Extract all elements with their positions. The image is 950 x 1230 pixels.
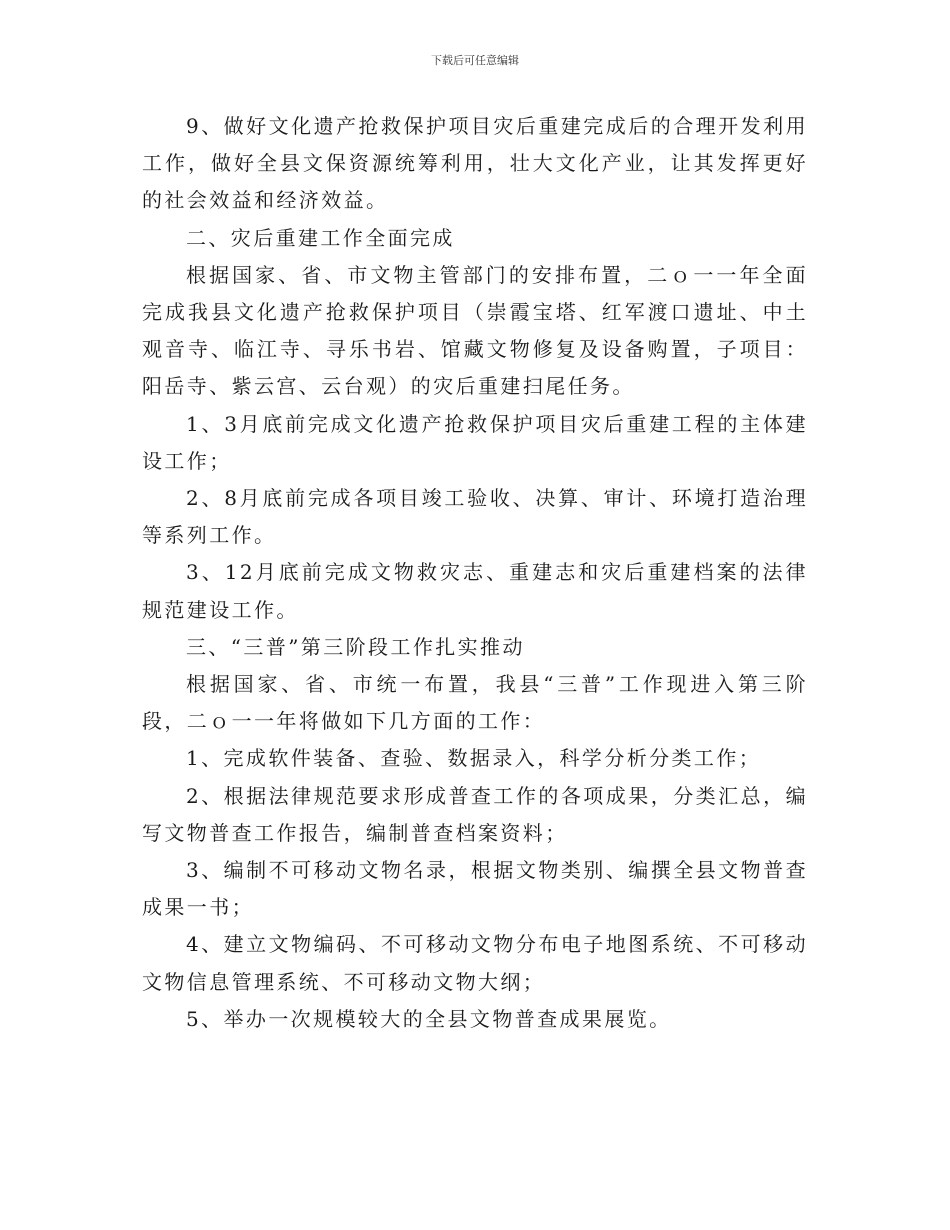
list-item: 3、12月底前完成文物救灾志、重建志和灾后重建档案的法律规范建设工作。: [142, 560, 808, 622]
paragraph-item-9: 9、做好文化遗产抢救保护项目灾后重建完成后的合理开发利用工作，做好全县文保资源统筹利用，壮大文化产业，让其发挥更好的社会效益和经济效益。: [142, 114, 808, 213]
list-item: 2、根据法律规范要求形成普查工作的各项成果，分类汇总，编写文物普查工作报告，编制普查档案资料；: [142, 783, 808, 845]
paragraph-census-intro: 根据国家、省、市统一布置，我县“三普”工作现进入第三阶段，二ｏ一一年将做如下几方面的工作：: [142, 672, 808, 734]
list-item: 4、建立文物编码、不可移动文物分布电子地图系统、不可移动文物信息管理系统、不可移动文物大纲；: [142, 932, 808, 994]
header-note: 下载后可任意编辑: [431, 54, 519, 67]
list-item: 1、完成软件装备、查验、数据录入，科学分析分类工作；: [186, 746, 762, 771]
list-item: 1、3月底前完成文化遗产抢救保护项目灾后重建工程的主体建设工作；: [142, 411, 808, 473]
list-item: 3、编制不可移动文物名录，根据文物类别、编撰全县文物普查成果一书；: [142, 858, 808, 920]
section-heading-2: 二、灾后重建工作全面完成: [186, 225, 455, 250]
document-body: [142, 108, 808, 1038]
list-item: 2、8月底前完成各项目竣工验收、决算、审计、环境打造治理等系列工作。: [142, 486, 808, 548]
list-item: 5、举办一次规模较大的全县文物普查成果展览。: [186, 1006, 672, 1031]
section-heading-3: 三、“三普”第三阶段工作扎实推动: [186, 634, 525, 659]
paragraph-reconstruction-intro: 根据国家、省、市文物主管部门的安排布置，二ｏ一一年全面完成我县文化遗产抢救保护项目（崇霞宝塔、红军渡口遗址、中土观音寺、临江寺、寻乐书岩、馆藏文物修复及设备购置，子项目：阳岳寺、紫云宫、云台观）的灾后重建扫尾任务。: [142, 262, 808, 399]
